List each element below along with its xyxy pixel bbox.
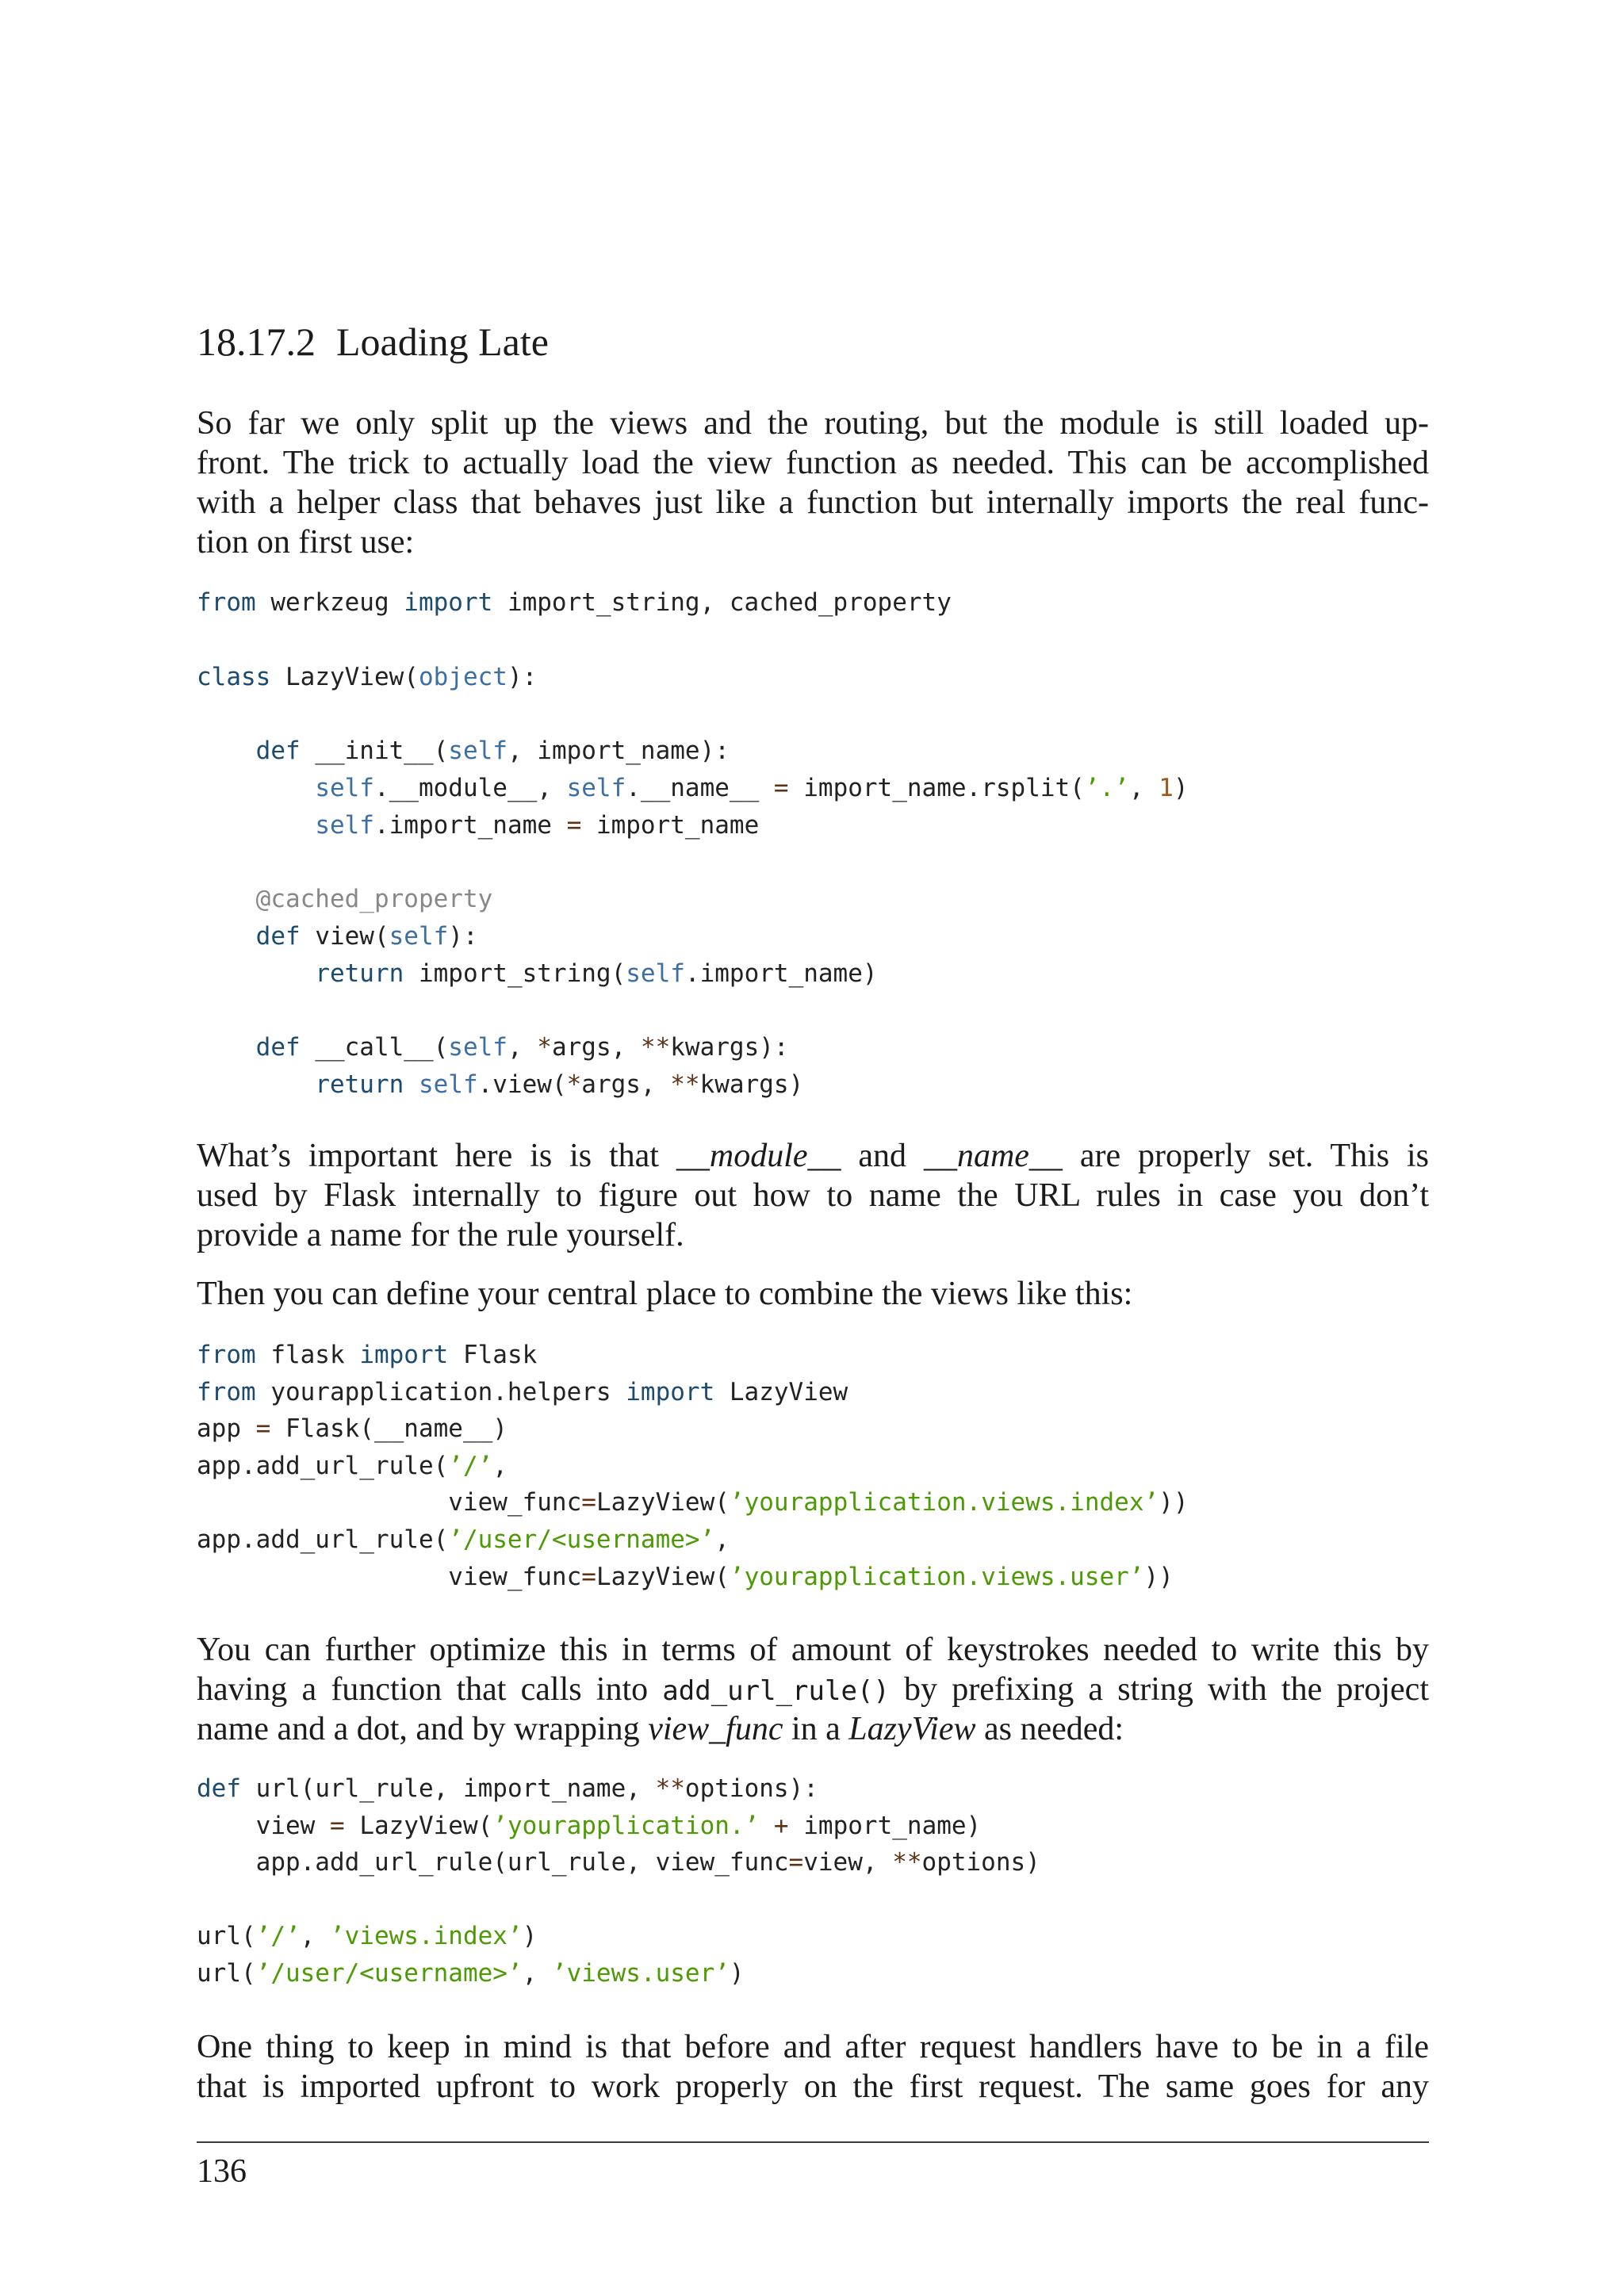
code-token: ’yourapplication.views.index’ — [729, 1488, 1159, 1517]
italic-term: LazyView — [848, 1711, 976, 1747]
code-token: import_name.rsplit( — [788, 773, 1085, 802]
code-token: self — [418, 1070, 478, 1099]
paragraph — [197, 1136, 1429, 1255]
text-line: So far we only split up the views and the routing, but the module is still loaded up- — [197, 405, 1429, 442]
code-token: Flask — [448, 1341, 538, 1369]
code-line — [197, 1484, 1429, 1521]
paragraph — [197, 2027, 1429, 2107]
code-token: import — [359, 1341, 449, 1369]
code-token — [759, 1812, 774, 1840]
code-line — [197, 659, 1429, 696]
code-block — [197, 1770, 1429, 1992]
code-token — [197, 1070, 315, 1099]
code-token: Flask(__name__) — [270, 1414, 508, 1444]
code-line — [197, 622, 1429, 659]
code-token — [197, 959, 315, 988]
code-token: import — [626, 1377, 715, 1406]
code-token: ) — [522, 1922, 538, 1951]
code-token: , — [507, 1033, 538, 1062]
code-token: , — [300, 1922, 330, 1951]
code-token: = — [773, 773, 789, 802]
code-token: yourapplication.helpers — [255, 1377, 626, 1406]
code-token: view_func — [197, 1562, 582, 1591]
code-token: , — [522, 1958, 552, 1988]
code-token: ** — [655, 1774, 685, 1803]
code-token: = — [255, 1414, 271, 1444]
code-token: ’views.index’ — [329, 1922, 523, 1951]
text-line: that is imported upfront to work properly on the first request. The same goes for any — [197, 2068, 1429, 2105]
code-line — [197, 1066, 1429, 1104]
code-line — [197, 770, 1429, 807]
italic-term: __name__ — [923, 1138, 1063, 1174]
code-token: , import_name): — [507, 737, 730, 765]
text-line: with a helper class that behaves just like a function but internally imports the real func- — [197, 484, 1429, 521]
code-token: import_name — [581, 810, 760, 840]
code-token: = — [788, 1848, 804, 1877]
code-token: import — [404, 588, 493, 617]
code-line — [197, 1770, 1429, 1808]
code-token: ** — [640, 1033, 671, 1062]
text-span: having a function that calls into — [197, 1671, 663, 1708]
text-line — [197, 1670, 1429, 1709]
code-token: .import_name — [373, 810, 567, 840]
code-token — [197, 737, 256, 765]
code-token — [197, 811, 315, 840]
code-token: return — [315, 1070, 404, 1099]
code-token: object — [418, 662, 508, 691]
code-token: return — [315, 959, 404, 988]
text-line: You can further optimize this in terms of amount of keystrokes needed to write this by — [197, 1632, 1429, 1668]
code-line — [197, 1955, 1429, 1992]
code-token — [197, 885, 256, 913]
paragraph — [197, 1630, 1429, 1749]
code-token: ’views.user’ — [551, 1958, 730, 1988]
code-token: url( — [197, 1922, 256, 1951]
code-token: self — [315, 810, 374, 840]
text-span: in a — [783, 1711, 849, 1747]
code-line — [197, 1918, 1429, 1955]
code-token: .__name__ — [626, 773, 774, 802]
code-token: LazyView( — [596, 1562, 730, 1591]
code-token: app.add_url_rule( — [197, 1525, 449, 1554]
section-title: Loading Late — [336, 320, 549, 364]
code-token: LazyView( — [344, 1811, 493, 1840]
code-token: view, — [803, 1848, 893, 1877]
code-line — [197, 1881, 1429, 1919]
code-line — [197, 918, 1429, 955]
italic-term: view_func — [648, 1711, 783, 1747]
code-token: ) — [1173, 773, 1189, 802]
code-token — [197, 922, 256, 951]
paragraph — [197, 404, 1429, 562]
code-token: ’yourapplication.’ — [492, 1811, 760, 1840]
code-token: ** — [670, 1070, 700, 1099]
code-line — [197, 992, 1429, 1029]
code-line — [197, 1374, 1429, 1411]
code-token: = — [581, 1488, 596, 1517]
footer-rule — [197, 2141, 1429, 2143]
code-token: __init__( — [300, 737, 449, 765]
code-line — [197, 1448, 1429, 1485]
code-token: import_name) — [788, 1811, 982, 1840]
code-token: self — [448, 1033, 508, 1062]
code-token: def — [255, 1033, 301, 1062]
code-token: ’.’ — [1084, 773, 1129, 802]
text-span: What’s important here is is that — [197, 1138, 676, 1174]
code-token: kwargs) — [699, 1070, 804, 1099]
code-token: import_string, cached_property — [492, 588, 952, 617]
code-line — [197, 807, 1429, 844]
code-token: ’/’ — [448, 1451, 493, 1480]
code-token: app.add_url_rule( — [197, 1451, 449, 1480]
code-token: from — [197, 588, 256, 617]
code-line — [197, 1029, 1429, 1066]
code-line — [197, 1337, 1429, 1374]
code-line — [197, 881, 1429, 918]
code-token: = — [581, 1562, 596, 1591]
code-token: ): — [448, 921, 478, 951]
code-token: self — [566, 773, 626, 802]
code-line — [197, 584, 1429, 622]
code-line — [197, 844, 1429, 881]
text-line — [197, 1709, 1429, 1749]
code-line — [197, 1808, 1429, 1845]
code-token: view — [197, 1811, 330, 1840]
text-line: front. The trick to actually load the view function as needed. This can be accomplished — [197, 445, 1429, 481]
code-block — [197, 1337, 1429, 1595]
code-token: self — [448, 737, 508, 765]
code-line — [197, 733, 1429, 770]
code-token: , — [492, 1451, 508, 1480]
code-token: ): — [507, 662, 538, 691]
code-line — [197, 695, 1429, 733]
text-span: as needed: — [975, 1711, 1124, 1747]
code-token: .view( — [477, 1070, 567, 1099]
code-token: 1 — [1159, 773, 1174, 802]
code-token: kwargs): — [670, 1033, 789, 1062]
code-token: url(url_rule, import_name, — [241, 1774, 656, 1803]
code-line — [197, 1410, 1429, 1448]
code-token: from — [197, 1341, 256, 1369]
text-span: are properly set. This is — [1062, 1138, 1429, 1174]
code-token: from — [197, 1377, 256, 1406]
code-token: __call__( — [300, 1033, 449, 1062]
code-token: ’/user/<username>’ — [448, 1525, 715, 1554]
code-token: options) — [921, 1848, 1040, 1877]
italic-term: __module__ — [676, 1138, 841, 1174]
text-line: tion on first use: — [197, 524, 415, 561]
code-token — [197, 774, 315, 802]
code-line — [197, 1559, 1429, 1596]
code-token: * — [566, 1070, 582, 1099]
code-token: = — [329, 1811, 345, 1840]
code-token: ’yourapplication.views.user’ — [729, 1562, 1144, 1591]
code-token: def — [255, 921, 301, 951]
code-line — [197, 1521, 1429, 1559]
inline-code: add_url_rule() — [662, 1675, 890, 1707]
code-token: = — [566, 810, 582, 840]
code-token: import_string( — [404, 959, 626, 988]
code-token: + — [773, 1811, 789, 1840]
section-number: 18.17.2 — [197, 320, 316, 364]
section-heading — [197, 318, 1429, 365]
code-token: werkzeug — [255, 588, 404, 617]
code-token: url( — [197, 1958, 256, 1988]
code-token: , — [714, 1525, 730, 1554]
code-token: ’/user/<username>’ — [255, 1958, 523, 1988]
code-block — [197, 584, 1429, 1104]
code-token — [404, 1070, 419, 1099]
text-line: used by Flask internally to figure out how to name the URL rules in case you don’t — [197, 1177, 1429, 1214]
code-token: options): — [684, 1774, 818, 1803]
paragraph — [197, 1274, 1429, 1314]
code-token: def — [255, 737, 301, 765]
code-token: , — [1128, 773, 1159, 802]
code-token: self — [315, 773, 374, 802]
code-token: @cached_property — [255, 885, 493, 913]
code-token: ) — [729, 1958, 745, 1988]
code-token: LazyView( — [270, 662, 419, 691]
code-token: * — [537, 1033, 552, 1062]
code-token: args, — [551, 1033, 641, 1062]
code-token: flask — [255, 1341, 360, 1369]
code-token: app — [197, 1414, 256, 1444]
code-token: )) — [1143, 1562, 1174, 1591]
code-token: app.add_url_rule(url_rule, view_func — [197, 1848, 789, 1877]
code-line — [197, 1844, 1429, 1881]
code-token: LazyView( — [596, 1488, 730, 1517]
text-line — [197, 1136, 1429, 1176]
code-line — [197, 955, 1429, 993]
code-token: self — [389, 921, 449, 951]
code-token: args, — [581, 1070, 671, 1099]
code-token: .__module__, — [373, 773, 567, 802]
code-token: class — [197, 662, 271, 691]
page-number: 136 — [197, 2153, 247, 2190]
code-token: view_func — [197, 1488, 582, 1517]
text-line: One thing to keep in mind is that before and after request handlers have to be in a file — [197, 2029, 1429, 2065]
text-span: name and a dot, and by wrapping — [197, 1711, 649, 1747]
text-line: provide a name for the rule yourself. — [197, 1217, 684, 1253]
code-token: def — [197, 1774, 241, 1803]
text-span: and — [841, 1138, 924, 1174]
code-token: LazyView — [714, 1377, 848, 1406]
code-token: ** — [892, 1848, 922, 1877]
code-token: self — [626, 959, 685, 988]
code-token: view( — [300, 921, 389, 951]
text-line: Then you can define your central place to combine the views like this: — [197, 1276, 1133, 1312]
code-token: )) — [1159, 1488, 1189, 1517]
code-token: .import_name) — [684, 959, 878, 988]
text-span: by prefixing a string with the project — [889, 1671, 1429, 1708]
code-token: ’/’ — [255, 1922, 301, 1951]
code-token — [197, 1033, 256, 1062]
